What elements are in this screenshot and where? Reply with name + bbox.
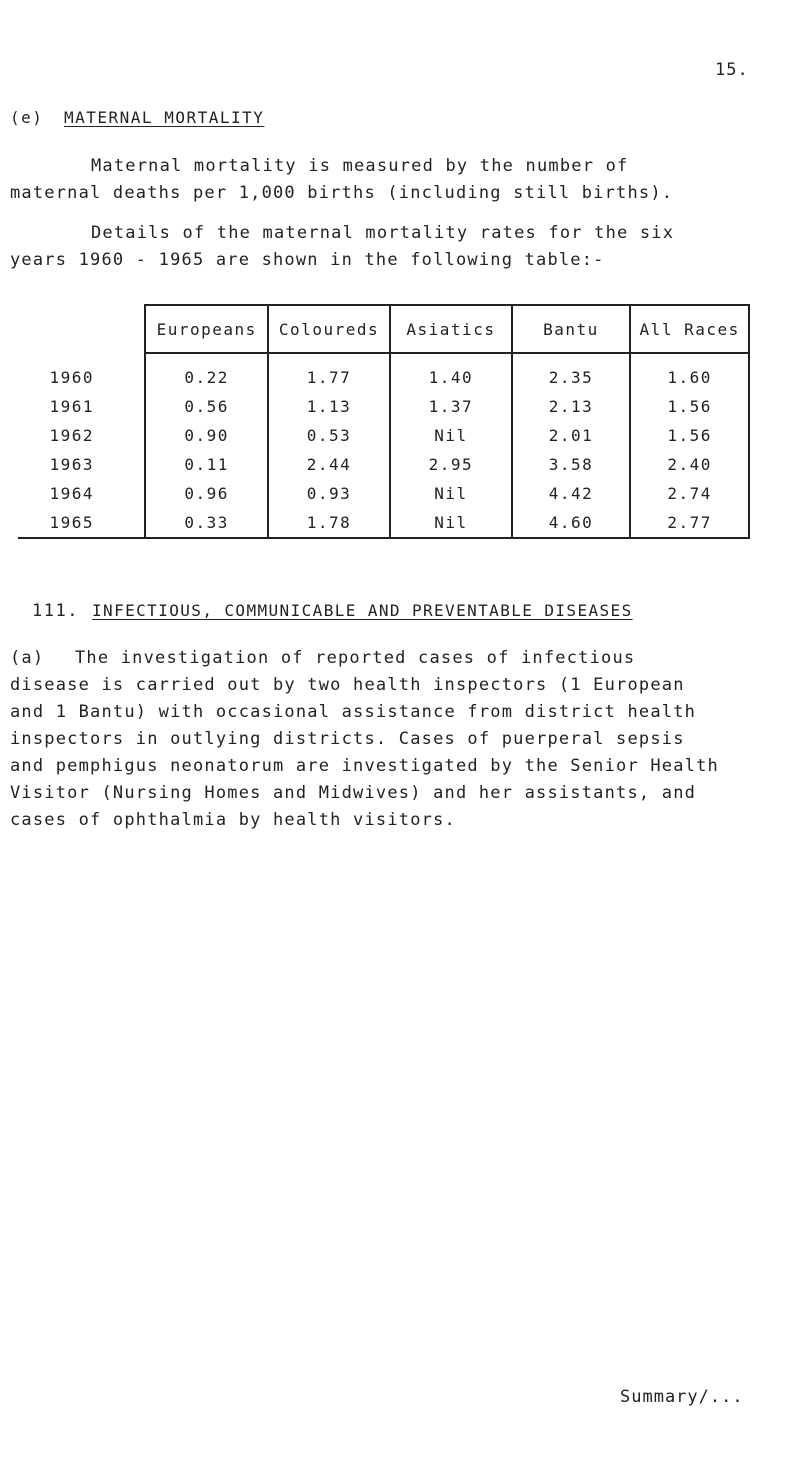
year-cell: 1960 (18, 353, 145, 392)
table-cell: 0.90 (145, 421, 267, 450)
table-row (18, 392, 749, 421)
paragraph-line: Details of the maternal mortality rates for the six (91, 223, 675, 243)
table-cell: 1.60 (630, 353, 749, 392)
table-cell: 0.11 (145, 450, 267, 479)
year-cell: 1965 (18, 508, 145, 538)
column-header: Asiatics (390, 305, 511, 353)
table-row (18, 421, 749, 450)
table-cell: 4.42 (512, 479, 631, 508)
table-cell: 1.78 (268, 508, 390, 538)
table-cell: 0.53 (268, 421, 390, 450)
page-number: 15. (715, 60, 749, 80)
column-header: Coloureds (268, 305, 390, 353)
paragraph-line: and 1 Bantu) with occasional assistance from district health (10, 702, 697, 722)
table-cell: 0.33 (145, 508, 267, 538)
table-cell: 4.60 (512, 508, 631, 538)
section-111-title: INFECTIOUS, COMMUNICABLE AND PREVENTABLE DISEASES (92, 601, 633, 620)
table-cell: 2.35 (512, 353, 631, 392)
table-cell: 3.58 (512, 450, 631, 479)
paragraph-line: years 1960 - 1965 are shown in the following table:- (10, 250, 605, 270)
section-111-label: 111. (32, 601, 79, 621)
table-cell: Nil (390, 508, 511, 538)
corner-cell (18, 305, 145, 353)
table-cell: 1.37 (390, 392, 511, 421)
paragraph-line: cases of ophthalmia by health visitors. (10, 810, 456, 830)
table-row (18, 450, 749, 479)
table-cell: 1.56 (630, 421, 749, 450)
paragraph-line: Visitor (Nursing Homes and Midwives) and her assistants, and (10, 783, 697, 803)
maternal-mortality-table (18, 304, 750, 539)
year-cell: 1961 (18, 392, 145, 421)
table-cell: 0.96 (145, 479, 267, 508)
table-cell: 2.13 (512, 392, 631, 421)
table-cell: 1.13 (268, 392, 390, 421)
continuation-footer: Summary/... (620, 1387, 744, 1407)
paragraph-line: maternal deaths per 1,000 births (including still births). (10, 183, 674, 203)
column-header: Bantu (512, 305, 631, 353)
paragraph-line: inspectors in outlying districts. Cases of puerperal sepsis (10, 729, 685, 749)
year-cell: 1962 (18, 421, 145, 450)
table-cell: 0.22 (145, 353, 267, 392)
table-cell: 2.01 (512, 421, 631, 450)
table-cell: 1.77 (268, 353, 390, 392)
table-cell: 2.40 (630, 450, 749, 479)
year-cell: 1964 (18, 479, 145, 508)
table-row (18, 353, 749, 392)
column-header: Europeans (145, 305, 267, 353)
table-row (18, 479, 749, 508)
table-cell: 1.40 (390, 353, 511, 392)
table-cell: 2.95 (390, 450, 511, 479)
table-row (18, 508, 749, 538)
paragraph-line: Maternal mortality is measured by the number of (91, 156, 629, 176)
table-cell: 2.77 (630, 508, 749, 538)
section-e-label: (e) (10, 108, 44, 127)
paragraph-line: The investigation of reported cases of infectious (75, 648, 636, 668)
sub-label: (a) (10, 648, 45, 668)
table-cell: Nil (390, 421, 511, 450)
column-header: All Races (630, 305, 749, 353)
section-e-title: MATERNAL MORTALITY (64, 108, 265, 127)
paragraph-line: and pemphigus neonatorum are investigated by the Senior Health (10, 756, 719, 776)
table-cell: Nil (390, 479, 511, 508)
table-cell: 2.74 (630, 479, 749, 508)
table-header-row (18, 305, 749, 353)
year-cell: 1963 (18, 450, 145, 479)
paragraph-line: disease is carried out by two health inspectors (1 European (10, 675, 685, 695)
table-cell: 2.44 (268, 450, 390, 479)
table-cell: 0.56 (145, 392, 267, 421)
table-cell: 0.93 (268, 479, 390, 508)
table-cell: 1.56 (630, 392, 749, 421)
